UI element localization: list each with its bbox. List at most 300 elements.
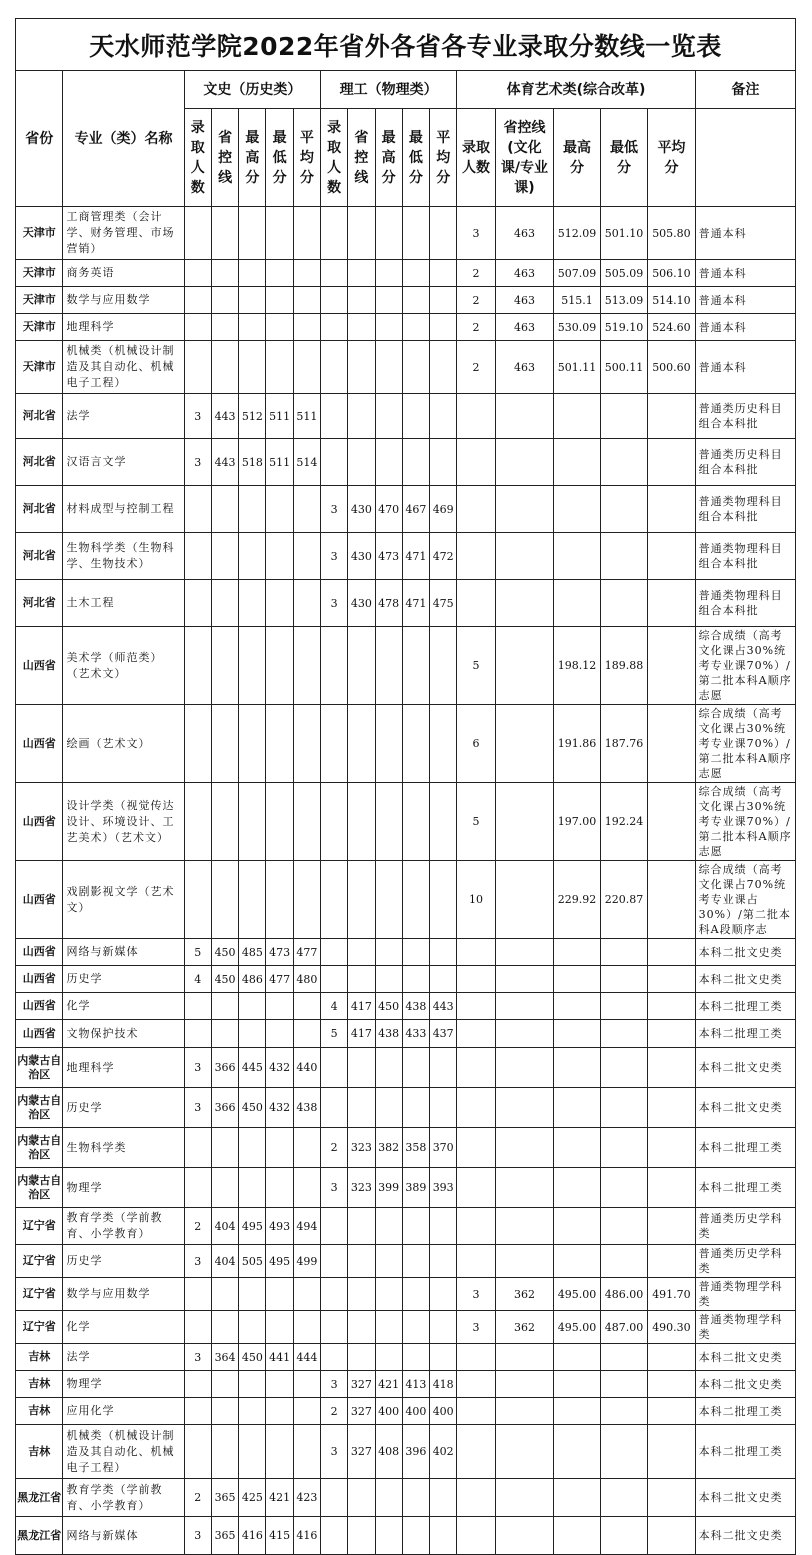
ligong-max-cell [375,439,402,486]
wenshi-max-cell [239,993,266,1020]
wenshi-control-cell [211,580,238,627]
wenshi-count-cell [184,287,211,314]
ligong-avg-cell [430,861,457,939]
tiyu-max-cell: 229.92 [554,861,600,939]
wenshi-avg-cell: 440 [293,1048,320,1088]
province-cell: 内蒙古自治区 [16,1088,63,1128]
table-row [16,1278,796,1311]
wenshi-min-cell [266,627,293,705]
ligong-count-cell [321,314,348,341]
wenshi-avg-cell [293,260,320,287]
remark-cell: 综合成绩（高考文化课占70%统考专业课占30%）/第二批本科A段顺序志 [695,861,795,939]
wenshi-control-cell: 366 [211,1088,238,1128]
ligong-avg-cell: 370 [430,1128,457,1168]
ligong-max-cell [375,341,402,394]
major-cell: 法学 [63,394,184,439]
tiyu-group-header: 体育艺术类(综合改革) [457,71,695,109]
ligong-max-cell [375,783,402,861]
remark-cell: 普通类历史科目组合本科批 [695,394,795,439]
tiyu-control-cell [495,627,554,705]
wenshi-control-cell [211,533,238,580]
table-row [16,207,796,260]
tiyu-control-cell [495,533,554,580]
wenshi-control-cell: 450 [211,966,238,993]
table-row [16,783,796,861]
tiyu-count-cell [457,1208,495,1245]
tiyu-control-cell [495,1398,554,1425]
ligong-min-cell: 396 [402,1425,429,1479]
tiyu-avg-cell [648,966,695,993]
tiyu-max-cell [554,966,600,993]
wenshi-max-cell: 486 [239,966,266,993]
ligong-control-cell: 417 [348,1020,375,1048]
tiyu-control-cell [495,1425,554,1479]
wenshi-max-cell: 445 [239,1048,266,1088]
wenshi-count-cell [184,1020,211,1048]
wenshi-avg-cell [293,314,320,341]
wenshi-min-cell [266,861,293,939]
ligong-count-cell [321,1479,348,1517]
province-cell: 黑龙江省 [16,1479,63,1517]
wenshi-max-cell [239,1311,266,1344]
wenshi-avg-cell [293,1425,320,1479]
ligong-max-cell: 438 [375,1020,402,1048]
wenshi-max-cell: 495 [239,1208,266,1245]
tiyu-count-cell [457,1168,495,1208]
ligong-count-cell [321,260,348,287]
wenshi-min-cell [266,533,293,580]
province-cell: 河北省 [16,533,63,580]
wenshi-max-cell [239,580,266,627]
tiyu-max-cell [554,394,600,439]
ligong-min-cell: 358 [402,1128,429,1168]
wenshi-min-cell [266,705,293,783]
ligong-avg-cell [430,783,457,861]
wenshi-control-cell [211,1020,238,1048]
ligong-min-cell [402,341,429,394]
wenshi-avg-cell [293,1168,320,1208]
wenshi-max-cell [239,627,266,705]
wenshi-min-cell: 432 [266,1048,293,1088]
tiyu-control-cell [495,1517,554,1555]
remark-cell: 普通本科 [695,314,795,341]
ligong-count-cell [321,341,348,394]
remark-cell: 普通类物理学科类 [695,1311,795,1344]
wenshi-count-cell [184,1278,211,1311]
ligong-avg-cell [430,939,457,966]
province-cell: 辽宁省 [16,1311,63,1344]
tiyu-min-cell [600,966,647,993]
tiyu-count-cell: 3 [457,1311,495,1344]
wenshi-count-cell: 3 [184,1245,211,1278]
remark-cell: 普通本科 [695,341,795,394]
ligong-min-cell [402,1479,429,1517]
province-header: 省份 [16,71,63,207]
major-cell: 美术学（师范类）（艺术文） [63,627,184,705]
ligong-max-cell: 473 [375,533,402,580]
wenshi-min-cell: 477 [266,966,293,993]
tiyu-avg-cell [648,1425,695,1479]
ligong-min-cell [402,1245,429,1278]
wenshi-avg-cell: 514 [293,439,320,486]
ligong-control-cell [348,705,375,783]
province-cell: 天津市 [16,341,63,394]
wenshi-min-cell: 511 [266,439,293,486]
tiyu-avg-cell [648,486,695,533]
major-cell: 文物保护技术 [63,1020,184,1048]
wenshi-count-cell [184,207,211,260]
ligong-control-header: 省控线 [348,109,375,207]
wenshi-count-cell [184,627,211,705]
tiyu-count-cell: 2 [457,287,495,314]
tiyu-count-cell: 3 [457,207,495,260]
remark-cell: 本科二批理工类 [695,1020,795,1048]
ligong-avg-cell: 443 [430,993,457,1020]
remark-cell: 普通本科 [695,260,795,287]
tiyu-avg-cell [648,1245,695,1278]
tiyu-count-cell [457,1371,495,1398]
table-row [16,1479,796,1517]
ligong-control-cell: 327 [348,1425,375,1479]
tiyu-max-cell: 501.11 [554,341,600,394]
ligong-max-cell: 478 [375,580,402,627]
wenshi-avg-cell: 416 [293,1517,320,1555]
ligong-control-cell: 430 [348,533,375,580]
province-cell: 山西省 [16,993,63,1020]
tiyu-count-cell [457,1425,495,1479]
score-table [15,18,796,1555]
tiyu-control-cell [495,1208,554,1245]
tiyu-avg-cell [648,1517,695,1555]
major-cell: 绘画（艺术文） [63,705,184,783]
province-cell: 河北省 [16,439,63,486]
ligong-max-cell: 450 [375,993,402,1020]
wenshi-max-cell [239,705,266,783]
ligong-min-cell: 471 [402,580,429,627]
tiyu-min-cell [600,580,647,627]
tiyu-avg-cell: 506.10 [648,260,695,287]
tiyu-control-cell [495,1020,554,1048]
wenshi-control-cell [211,486,238,533]
major-cell: 设计学类（视觉传达设计、环境设计、工艺美术）（艺术文） [63,783,184,861]
wenshi-min-cell [266,341,293,394]
wenshi-control-cell: 443 [211,394,238,439]
province-cell: 辽宁省 [16,1278,63,1311]
major-cell: 法学 [63,1344,184,1371]
ligong-control-cell [348,861,375,939]
wenshi-control-cell [211,783,238,861]
wenshi-avg-cell [293,1128,320,1168]
ligong-control-cell [348,1245,375,1278]
wenshi-min-cell [266,1168,293,1208]
province-cell: 黑龙江省 [16,1517,63,1555]
tiyu-min-cell [600,533,647,580]
ligong-max-cell [375,287,402,314]
ligong-avg-cell [430,1517,457,1555]
table-row [16,1020,796,1048]
tiyu-min-cell [600,394,647,439]
wenshi-control-cell: 404 [211,1208,238,1245]
wenshi-count-cell [184,1425,211,1479]
ligong-count-cell [321,1048,348,1088]
wenshi-control-cell [211,627,238,705]
tiyu-min-cell: 519.10 [600,314,647,341]
wenshi-control-header: 省控线 [211,109,238,207]
tiyu-min-cell [600,1048,647,1088]
ligong-control-cell [348,287,375,314]
tiyu-min-cell [600,1371,647,1398]
wenshi-count-cell: 3 [184,1517,211,1555]
tiyu-count-cell [457,1344,495,1371]
wenshi-max-cell: 450 [239,1088,266,1128]
province-cell: 山西省 [16,861,63,939]
wenshi-min-cell [266,783,293,861]
major-cell: 戏剧影视文学（艺术文） [63,861,184,939]
ligong-min-cell [402,314,429,341]
remark-cell: 本科二批文史类 [695,1371,795,1398]
ligong-min-cell [402,1208,429,1245]
tiyu-control-cell [495,993,554,1020]
tiyu-min-cell [600,993,647,1020]
tiyu-min-cell [600,1479,647,1517]
ligong-count-cell [321,705,348,783]
major-cell: 商务英语 [63,260,184,287]
wenshi-count-cell [184,1371,211,1398]
remark-cell: 本科二批理工类 [695,1168,795,1208]
tiyu-min-cell [600,1168,647,1208]
wenshi-count-cell [184,314,211,341]
wenshi-avg-cell: 423 [293,1479,320,1517]
ligong-max-header: 最高分 [375,109,402,207]
ligong-avg-cell [430,341,457,394]
tiyu-min-cell [600,1208,647,1245]
ligong-avg-cell [430,1479,457,1517]
wenshi-count-header: 录取人数 [184,109,211,207]
ligong-min-cell [402,394,429,439]
wenshi-min-cell [266,1128,293,1168]
ligong-count-cell: 5 [321,1020,348,1048]
tiyu-max-cell [554,993,600,1020]
ligong-count-cell [321,1208,348,1245]
tiyu-control-cell: 362 [495,1278,554,1311]
tiyu-max-cell: 507.09 [554,260,600,287]
tiyu-control-cell [495,783,554,861]
ligong-max-cell [375,260,402,287]
tiyu-min-cell [600,439,647,486]
wenshi-control-cell: 366 [211,1048,238,1088]
wenshi-avg-cell: 477 [293,939,320,966]
table-row [16,1517,796,1555]
tiyu-min-cell: 501.10 [600,207,647,260]
tiyu-max-cell [554,439,600,486]
tiyu-min-cell: 192.24 [600,783,647,861]
wenshi-max-cell: 485 [239,939,266,966]
ligong-count-cell [321,627,348,705]
tiyu-max-cell [554,1245,600,1278]
remark-cell: 本科二批理工类 [695,993,795,1020]
tiyu-min-cell [600,1128,647,1168]
wenshi-count-cell: 3 [184,1344,211,1371]
ligong-count-cell [321,939,348,966]
major-cell: 化学 [63,1311,184,1344]
wenshi-count-cell: 3 [184,439,211,486]
wenshi-min-cell [266,287,293,314]
province-cell: 天津市 [16,207,63,260]
wenshi-count-cell [184,580,211,627]
ligong-max-cell: 408 [375,1425,402,1479]
ligong-max-cell [375,1048,402,1088]
major-cell: 机械类（机械设计制造及其自动化、机械电子工程） [63,341,184,394]
remark-cell: 综合成绩（高考文化课占30%统考专业课70%）/第二批本科A顺序志愿 [695,783,795,861]
wenshi-avg-cell [293,1398,320,1425]
ligong-count-cell [321,287,348,314]
table-row [16,627,796,705]
tiyu-control-cell [495,394,554,439]
table-row [16,1311,796,1344]
tiyu-max-cell [554,939,600,966]
wenshi-count-cell [184,783,211,861]
major-cell: 机械类（机械设计制造及其自动化、机械电子工程） [63,1425,184,1479]
major-cell: 物理学 [63,1371,184,1398]
wenshi-avg-cell [293,207,320,260]
tiyu-avg-cell [648,1088,695,1128]
ligong-control-cell [348,1311,375,1344]
ligong-avg-cell: 475 [430,580,457,627]
remark-cell: 综合成绩（高考文化课占30%统考专业课70%）/第二批本科A顺序志愿 [695,627,795,705]
major-cell: 教育学类（学前教育、小学教育） [63,1208,184,1245]
ligong-min-cell [402,1278,429,1311]
tiyu-avg-cell: 500.60 [648,341,695,394]
tiyu-avg-cell: 505.80 [648,207,695,260]
tiyu-count-cell [457,966,495,993]
wenshi-avg-cell: 444 [293,1344,320,1371]
tiyu-control-cell [495,861,554,939]
wenshi-max-cell [239,1168,266,1208]
wenshi-min-cell [266,314,293,341]
wenshi-max-cell [239,287,266,314]
major-cell: 化学 [63,993,184,1020]
tiyu-count-cell: 2 [457,260,495,287]
wenshi-avg-cell [293,341,320,394]
major-header: 专业（类）名称 [63,71,184,207]
table-row [16,341,796,394]
ligong-min-cell [402,439,429,486]
wenshi-count-cell [184,1168,211,1208]
wenshi-avg-header: 平均分 [293,109,320,207]
wenshi-min-cell [266,207,293,260]
wenshi-control-cell [211,1128,238,1168]
ligong-min-cell [402,627,429,705]
remark-cell: 本科二批文史类 [695,1344,795,1371]
tiyu-control-cell [495,1479,554,1517]
wenshi-max-cell [239,1425,266,1479]
wenshi-control-cell [211,1311,238,1344]
wenshi-control-cell [211,1278,238,1311]
wenshi-control-cell [211,1425,238,1479]
ligong-count-cell: 3 [321,1371,348,1398]
ligong-control-cell [348,207,375,260]
table-row [16,1128,796,1168]
province-cell: 吉林 [16,1371,63,1398]
tiyu-control-cell [495,1371,554,1398]
tiyu-control-cell: 463 [495,260,554,287]
ligong-control-cell [348,939,375,966]
ligong-max-cell: 400 [375,1398,402,1425]
wenshi-avg-cell [293,1278,320,1311]
ligong-control-cell: 323 [348,1168,375,1208]
tiyu-avg-cell [648,783,695,861]
tiyu-min-cell: 486.00 [600,1278,647,1311]
wenshi-avg-cell: 480 [293,966,320,993]
wenshi-control-cell: 364 [211,1344,238,1371]
tiyu-max-cell [554,533,600,580]
wenshi-min-cell [266,1398,293,1425]
tiyu-min-cell: 505.09 [600,260,647,287]
ligong-control-cell [348,627,375,705]
tiyu-control-cell: 362 [495,1311,554,1344]
wenshi-max-cell [239,533,266,580]
ligong-avg-cell [430,966,457,993]
ligong-min-cell [402,207,429,260]
table-row [16,705,796,783]
table-row [16,314,796,341]
ligong-count-cell [321,439,348,486]
wenshi-control-cell: 365 [211,1479,238,1517]
wenshi-count-cell [184,705,211,783]
ligong-count-cell [321,966,348,993]
province-cell: 天津市 [16,287,63,314]
tiyu-count-cell [457,1398,495,1425]
ligong-avg-cell [430,260,457,287]
major-cell: 地理科学 [63,1048,184,1088]
tiyu-control-cell [495,1245,554,1278]
tiyu-avg-cell [648,627,695,705]
wenshi-avg-cell [293,533,320,580]
major-cell: 网络与新媒体 [63,1517,184,1555]
wenshi-control-cell [211,260,238,287]
wenshi-control-cell [211,705,238,783]
ligong-control-cell [348,341,375,394]
tiyu-count-cell [457,939,495,966]
tiyu-control-cell [495,580,554,627]
tiyu-avg-cell [648,1128,695,1168]
tiyu-min-cell [600,1344,647,1371]
table-row [16,1168,796,1208]
table-row [16,486,796,533]
tiyu-max-cell [554,1479,600,1517]
tiyu-control-cell [495,1128,554,1168]
tiyu-count-cell: 2 [457,314,495,341]
wenshi-max-cell [239,1020,266,1048]
tiyu-control-header: 省控线(文化课/专业课) [495,109,554,207]
wenshi-avg-cell [293,287,320,314]
province-cell: 内蒙古自治区 [16,1048,63,1088]
ligong-avg-cell [430,1088,457,1128]
tiyu-count-cell [457,1245,495,1278]
remark-cell: 本科二批理工类 [695,1398,795,1425]
wenshi-control-cell [211,993,238,1020]
tiyu-avg-cell [648,1048,695,1088]
major-cell: 网络与新媒体 [63,939,184,966]
ligong-min-cell [402,705,429,783]
province-cell: 山西省 [16,627,63,705]
major-cell: 教育学类（学前教育、小学教育） [63,1479,184,1517]
wenshi-max-cell [239,1371,266,1398]
ligong-max-cell [375,1344,402,1371]
wenshi-max-cell: 416 [239,1517,266,1555]
province-cell: 内蒙古自治区 [16,1128,63,1168]
province-cell: 河北省 [16,486,63,533]
